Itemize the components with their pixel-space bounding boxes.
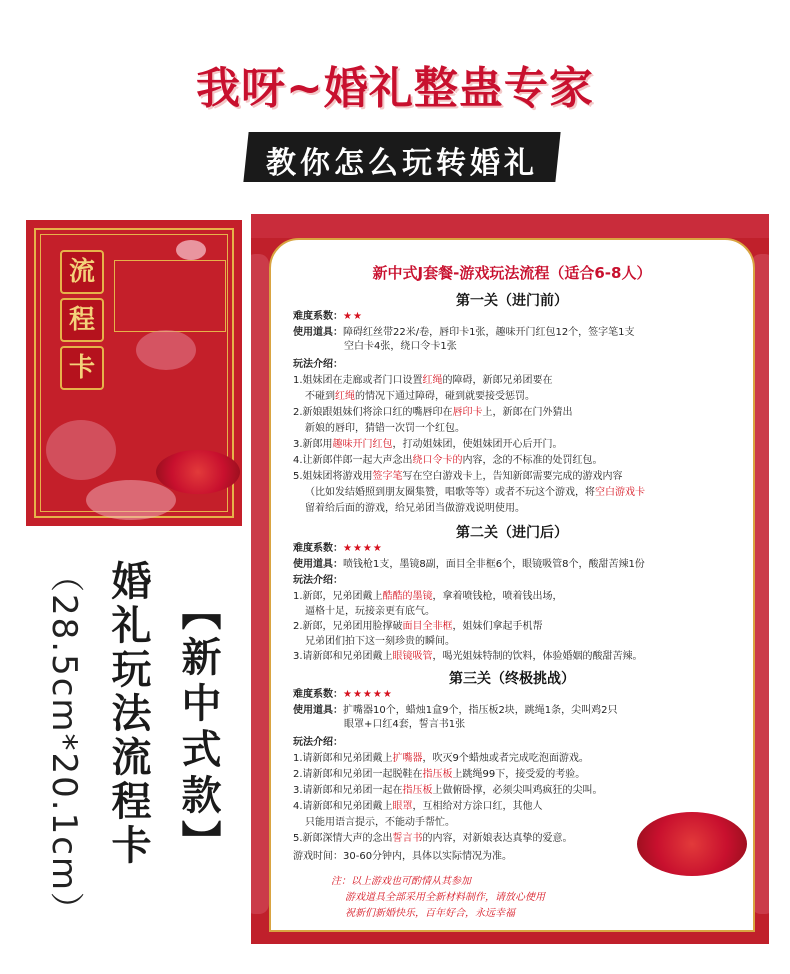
- difficulty-stars: ★★★★: [343, 543, 383, 554]
- note-line: 祝新们新婚快乐，百年好合，永远幸福: [345, 908, 515, 919]
- difficulty-row: 难度系数：★★★★★: [293, 689, 393, 700]
- intro-label: 玩法介绍：: [293, 737, 343, 748]
- props-row: 使用道具：障碍红丝带22米/卷，唇印卡1张，趣味开门红包12个，签字笔1支: [293, 327, 635, 338]
- card-badge: 程: [60, 298, 104, 342]
- difficulty-row: 难度系数：★★: [293, 311, 363, 322]
- difficulty-stars: ★★: [343, 311, 363, 322]
- step-line: 3.新郎用趣味开门红包，打动姐妹团，使姐妹团开心后开门。: [293, 439, 563, 450]
- product-name: 婚礼玩法流程卡: [105, 560, 151, 868]
- umbrella-icon: [637, 812, 747, 876]
- difficulty-stars: ★★★★★: [343, 689, 393, 700]
- step-line: 2.新娘跟姐妹们将涂口红的嘴唇印在唇印卡上，新郎在门外猜出: [293, 407, 573, 418]
- card-size: （28.5cm*20.1cm）: [44, 558, 84, 929]
- note-line: 游戏道具全部采用全新材料制作，请放心使用: [345, 892, 545, 903]
- step-line: 3.请新郎和兄弟团一起在指压板上做俯卧撑，必须尖叫鸡疯狂的尖叫。: [293, 785, 603, 796]
- step-line: 1.新郎，兄弟团戴上酷酷的墨镜，拿着喷钱枪，喷着钱出场，: [293, 591, 563, 602]
- page-title: 我呀~婚礼整蛊专家: [196, 63, 594, 114]
- step-line: 5.新郎深情大声的念出誓言书的内容，对新娘表达真挚的爱意。: [293, 833, 573, 844]
- step-line: 4.让新郎伴郎一起大声念出绕口令卡的内容，念的不标准的处罚红包。: [293, 455, 603, 466]
- step-line: 不碰到红绳的情况下通过障碍，碰到就要接受惩罚。: [305, 391, 535, 402]
- card-body: [269, 238, 755, 932]
- flow-card-detail: [251, 214, 769, 944]
- level-heading: 第三关（终极挑战）: [449, 671, 575, 687]
- game-time: 游戏时间：30-60分钟内，具体以实际情况为准。: [293, 851, 513, 862]
- step-line: 新娘的唇印，猜错一次罚一个红包。: [305, 423, 465, 434]
- intro-label: 玩法介绍：: [293, 359, 343, 370]
- props-row: 使用道具：喷钱枪1支，墨镜8副，面目全非框6个，眼镜吸管8个，酸甜苦辣1份: [293, 559, 645, 570]
- card-poem-frame: [114, 260, 226, 332]
- step-line: 留着给后面的游戏，给兄弟团当做游戏说明使用。: [305, 503, 525, 514]
- intro-label: 玩法介绍：: [293, 575, 343, 586]
- page-subtitle: 教你怎么玩转婚礼: [266, 146, 538, 181]
- step-line: 1.请新郎和兄弟团戴上扩嘴器，吹灭9个蜡烛或者完成吃泡面游戏。: [293, 753, 589, 764]
- step-line: 2.新郎，兄弟团用脸撑破面目全非框，姐妹们拿起手机帮: [293, 621, 543, 632]
- step-line: 5.姐妹团将游戏用签字笔写在空白游戏卡上，告知新郎需要完成的游戏内容: [293, 471, 623, 482]
- card-title: 新中式J套餐-游戏玩法流程（适合6-8人）: [372, 264, 652, 282]
- umbrella-icon: [156, 450, 240, 494]
- props-row: 使用道具：扩嘴器10个，蜡烛1盒9个，指压板2块，跳绳1条，尖叫鸡2只: [293, 705, 618, 716]
- props-row-cont: 眼罩+口红4套，誓言书1张: [344, 719, 466, 730]
- step-line: 1.姐妹团在走廊或者门口设置红绳的障碍，新郎兄弟团要在: [293, 375, 553, 386]
- card-badge: 卡: [60, 346, 104, 390]
- step-line: 4.请新郎和兄弟团戴上眼罩，互相给对方涂口红，其他人: [293, 801, 543, 812]
- level-heading: 第一关（进门前）: [456, 293, 568, 309]
- step-line: 只能用语言提示，不能动手帮忙。: [305, 817, 455, 828]
- step-line: 3.请新郎和兄弟团戴上眼镜吸管，喝光姐妹特制的饮料，体验婚姻的酸甜苦辣。: [293, 651, 643, 662]
- step-line: （比如发结婚照到朋友圈集赞，唱歌等等）或者不玩这个游戏，将空白游戏卡: [305, 487, 645, 498]
- flow-card-preview: [26, 220, 242, 526]
- step-line: 兄弟团们拍下这一刻珍贵的瞬间。: [305, 636, 455, 647]
- props-row-cont: 空白卡4张，绕口令卡1张: [344, 341, 457, 352]
- difficulty-row: 难度系数：★★★★: [293, 543, 383, 554]
- note-line: 注：以上游戏也可酌情从其参加: [331, 876, 471, 887]
- level-heading: 第二关（进门后）: [456, 525, 568, 541]
- card-badge: 流: [60, 250, 104, 294]
- step-line: 2.请新郎和兄弟团一起脱鞋在指压板上跳绳99下，接受爱的考验。: [293, 769, 586, 780]
- step-line: 逼格十足，玩接亲更有底气。: [305, 606, 435, 617]
- style-tag: 【新中式款】: [175, 590, 221, 866]
